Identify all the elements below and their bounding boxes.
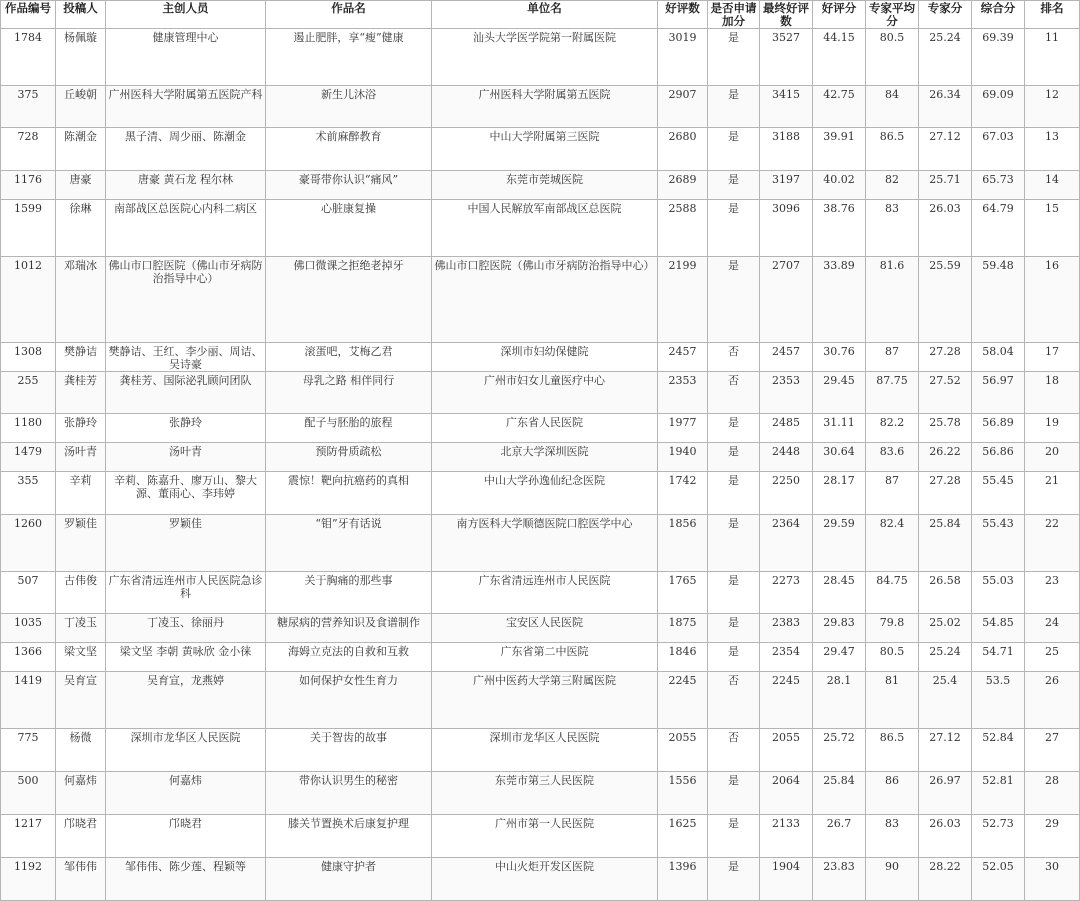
cell-submitter: 杨佩璇 bbox=[56, 29, 106, 86]
cell-rank: 23 bbox=[1025, 572, 1080, 614]
cell-rank: 27 bbox=[1025, 729, 1080, 772]
cell-organization: 北京大学深圳医院 bbox=[432, 443, 658, 472]
cell-rank: 12 bbox=[1025, 86, 1080, 128]
cell-expert-avg: 80.5 bbox=[866, 643, 919, 672]
cell-like-score: 25.84 bbox=[813, 772, 866, 815]
cell-likes: 1765 bbox=[658, 572, 708, 614]
table-row bbox=[1, 372, 1080, 414]
cell-rank: 30 bbox=[1025, 858, 1080, 901]
column-header-organization: 单位名 bbox=[432, 1, 658, 29]
cell-like-score: 30.64 bbox=[813, 443, 866, 472]
cell-likes: 1846 bbox=[658, 643, 708, 672]
cell-expert-score: 25.4 bbox=[919, 672, 972, 729]
table-row bbox=[1, 128, 1080, 171]
cell-work-title: 佛口微课之拒绝老掉牙 bbox=[266, 257, 432, 343]
cell-rank: 28 bbox=[1025, 772, 1080, 815]
cell-organization: 广东省清远连州市人民医院 bbox=[432, 572, 658, 614]
cell-creators: 丁凌玉、徐丽丹 bbox=[106, 614, 266, 643]
cell-expert-avg: 84 bbox=[866, 86, 919, 128]
cell-total-score: 56.86 bbox=[972, 443, 1025, 472]
cell-expert-score: 26.34 bbox=[919, 86, 972, 128]
cell-final-likes: 3415 bbox=[760, 86, 813, 128]
table-row bbox=[1, 572, 1080, 614]
cell-organization: 佛山市口腔医院（佛山市牙病防治指导中心） bbox=[432, 257, 658, 343]
column-header-work-id: 作品编号 bbox=[1, 1, 56, 29]
column-header-expert-avg: 专家平均分 bbox=[866, 1, 919, 29]
cell-like-score: 26.7 bbox=[813, 815, 866, 858]
cell-likes: 1940 bbox=[658, 443, 708, 472]
cell-work-title: 带你认识男生的秘密 bbox=[266, 772, 432, 815]
cell-rank: 19 bbox=[1025, 414, 1080, 443]
table-row bbox=[1, 257, 1080, 343]
cell-expert-score: 26.22 bbox=[919, 443, 972, 472]
cell-submitter: 张静玲 bbox=[56, 414, 106, 443]
cell-expert-score: 25.71 bbox=[919, 171, 972, 200]
table-row bbox=[1, 29, 1080, 86]
table-row bbox=[1, 515, 1080, 572]
cell-submitter: 梁文坚 bbox=[56, 643, 106, 672]
cell-work-id: 1260 bbox=[1, 515, 56, 572]
cell-like-score: 29.47 bbox=[813, 643, 866, 672]
table-row bbox=[1, 672, 1080, 729]
cell-like-score: 23.83 bbox=[813, 858, 866, 901]
cell-work-id: 500 bbox=[1, 772, 56, 815]
cell-creators: 吴育宣，龙燕婷 bbox=[106, 672, 266, 729]
cell-creators: 邝晓君 bbox=[106, 815, 266, 858]
cell-total-score: 58.04 bbox=[972, 343, 1025, 372]
cell-organization: 广州中医药大学第三附属医院 bbox=[432, 672, 658, 729]
cell-total-score: 52.05 bbox=[972, 858, 1025, 901]
cell-creators: 邹伟伟、陈少莲、程颖等 bbox=[106, 858, 266, 901]
cell-like-score: 25.72 bbox=[813, 729, 866, 772]
cell-expert-avg: 79.8 bbox=[866, 614, 919, 643]
cell-total-score: 64.79 bbox=[972, 200, 1025, 257]
cell-submitter: 唐豪 bbox=[56, 171, 106, 200]
cell-submitter: 杨微 bbox=[56, 729, 106, 772]
cell-creators: 樊静诘、王红、李少丽、周诘、吴诗豪 bbox=[106, 343, 266, 372]
cell-organization: 深圳市妇幼保健院 bbox=[432, 343, 658, 372]
cell-expert-avg: 83 bbox=[866, 200, 919, 257]
cell-rank: 25 bbox=[1025, 643, 1080, 672]
column-header-like-score: 好评分 bbox=[813, 1, 866, 29]
cell-final-likes: 3197 bbox=[760, 171, 813, 200]
cell-total-score: 55.03 bbox=[972, 572, 1025, 614]
cell-bonus-applied: 是 bbox=[708, 29, 760, 86]
cell-expert-score: 25.24 bbox=[919, 29, 972, 86]
cell-work-title: 豪哥带你认识“痛风” bbox=[266, 171, 432, 200]
cell-expert-score: 26.03 bbox=[919, 200, 972, 257]
table-row bbox=[1, 171, 1080, 200]
cell-bonus-applied: 是 bbox=[708, 572, 760, 614]
cell-expert-score: 25.84 bbox=[919, 515, 972, 572]
cell-final-likes: 2273 bbox=[760, 572, 813, 614]
cell-organization: 东莞市莞城医院 bbox=[432, 171, 658, 200]
cell-likes: 1556 bbox=[658, 772, 708, 815]
cell-work-id: 1366 bbox=[1, 643, 56, 672]
cell-rank: 13 bbox=[1025, 128, 1080, 171]
cell-work-id: 1176 bbox=[1, 171, 56, 200]
cell-work-id: 1217 bbox=[1, 815, 56, 858]
cell-creators: 健康管理中心 bbox=[106, 29, 266, 86]
column-header-likes: 好评数 bbox=[658, 1, 708, 29]
cell-rank: 26 bbox=[1025, 672, 1080, 729]
cell-submitter: 徐琳 bbox=[56, 200, 106, 257]
cell-bonus-applied: 否 bbox=[708, 729, 760, 772]
cell-creators: 汤叶青 bbox=[106, 443, 266, 472]
cell-expert-score: 25.02 bbox=[919, 614, 972, 643]
cell-rank: 21 bbox=[1025, 472, 1080, 515]
cell-final-likes: 2707 bbox=[760, 257, 813, 343]
cell-work-id: 1784 bbox=[1, 29, 56, 86]
cell-like-score: 28.45 bbox=[813, 572, 866, 614]
cell-creators: 龚桂芳、国际泌乳顾问团队 bbox=[106, 372, 266, 414]
table-row bbox=[1, 815, 1080, 858]
cell-likes: 1396 bbox=[658, 858, 708, 901]
cell-final-likes: 2133 bbox=[760, 815, 813, 858]
cell-work-title: 预防骨质疏松 bbox=[266, 443, 432, 472]
cell-work-title: 新生儿沐浴 bbox=[266, 86, 432, 128]
column-header-bonus-applied: 是否申请加分 bbox=[708, 1, 760, 29]
cell-bonus-applied: 是 bbox=[708, 472, 760, 515]
cell-organization: 东莞市第三人民医院 bbox=[432, 772, 658, 815]
column-header-submitter: 投稿人 bbox=[56, 1, 106, 29]
cell-like-score: 44.15 bbox=[813, 29, 866, 86]
cell-work-id: 1012 bbox=[1, 257, 56, 343]
cell-final-likes: 2448 bbox=[760, 443, 813, 472]
cell-expert-avg: 86 bbox=[866, 772, 919, 815]
cell-bonus-applied: 是 bbox=[708, 128, 760, 171]
cell-likes: 1856 bbox=[658, 515, 708, 572]
cell-submitter: 辛莉 bbox=[56, 472, 106, 515]
cell-total-score: 52.81 bbox=[972, 772, 1025, 815]
cell-total-score: 55.45 bbox=[972, 472, 1025, 515]
cell-expert-avg: 83 bbox=[866, 815, 919, 858]
cell-expert-avg: 87.75 bbox=[866, 372, 919, 414]
table-row bbox=[1, 858, 1080, 901]
cell-total-score: 59.48 bbox=[972, 257, 1025, 343]
cell-expert-score: 26.58 bbox=[919, 572, 972, 614]
cell-submitter: 龚桂芳 bbox=[56, 372, 106, 414]
cell-like-score: 39.91 bbox=[813, 128, 866, 171]
cell-expert-avg: 82 bbox=[866, 171, 919, 200]
cell-submitter: 丘峻朝 bbox=[56, 86, 106, 128]
cell-bonus-applied: 是 bbox=[708, 515, 760, 572]
cell-like-score: 33.89 bbox=[813, 257, 866, 343]
cell-organization: 广州医科大学附属第五医院 bbox=[432, 86, 658, 128]
cell-expert-score: 25.59 bbox=[919, 257, 972, 343]
cell-likes: 2457 bbox=[658, 343, 708, 372]
cell-expert-score: 27.12 bbox=[919, 729, 972, 772]
cell-bonus-applied: 否 bbox=[708, 672, 760, 729]
cell-total-score: 56.89 bbox=[972, 414, 1025, 443]
cell-organization: 南方医科大学顺德医院口腔医学中心 bbox=[432, 515, 658, 572]
cell-organization: 广州市第一人民医院 bbox=[432, 815, 658, 858]
cell-final-likes: 3527 bbox=[760, 29, 813, 86]
column-header-total-score: 综合分 bbox=[972, 1, 1025, 29]
cell-total-score: 53.5 bbox=[972, 672, 1025, 729]
cell-like-score: 28.17 bbox=[813, 472, 866, 515]
cell-work-id: 1599 bbox=[1, 200, 56, 257]
cell-like-score: 38.76 bbox=[813, 200, 866, 257]
cell-expert-avg: 87 bbox=[866, 343, 919, 372]
cell-final-likes: 1904 bbox=[760, 858, 813, 901]
cell-likes: 1625 bbox=[658, 815, 708, 858]
column-header-expert-score: 专家分 bbox=[919, 1, 972, 29]
cell-work-title: 母乳之路 相伴同行 bbox=[266, 372, 432, 414]
cell-creators: 何嘉炜 bbox=[106, 772, 266, 815]
cell-bonus-applied: 是 bbox=[708, 815, 760, 858]
cell-work-title: 心脏康复操 bbox=[266, 200, 432, 257]
cell-expert-avg: 87 bbox=[866, 472, 919, 515]
cell-expert-score: 25.24 bbox=[919, 643, 972, 672]
cell-submitter: 吴育宣 bbox=[56, 672, 106, 729]
cell-total-score: 69.09 bbox=[972, 86, 1025, 128]
cell-expert-avg: 82.2 bbox=[866, 414, 919, 443]
cell-submitter: 邹伟伟 bbox=[56, 858, 106, 901]
cell-work-title: 膝关节置换术后康复护理 bbox=[266, 815, 432, 858]
cell-work-title: 关于胸痛的那些事 bbox=[266, 572, 432, 614]
cell-submitter: 丁凌玉 bbox=[56, 614, 106, 643]
cell-likes: 2245 bbox=[658, 672, 708, 729]
cell-rank: 29 bbox=[1025, 815, 1080, 858]
cell-submitter: 罗颖佳 bbox=[56, 515, 106, 572]
cell-organization: 中山大学附属第三医院 bbox=[432, 128, 658, 171]
cell-expert-score: 28.22 bbox=[919, 858, 972, 901]
cell-rank: 22 bbox=[1025, 515, 1080, 572]
cell-rank: 18 bbox=[1025, 372, 1080, 414]
cell-work-title: 关于智齿的故事 bbox=[266, 729, 432, 772]
cell-rank: 14 bbox=[1025, 171, 1080, 200]
cell-expert-score: 27.28 bbox=[919, 472, 972, 515]
cell-submitter: 汤叶青 bbox=[56, 443, 106, 472]
column-header-final-likes: 最终好评数 bbox=[760, 1, 813, 29]
column-header-rank: 排名 bbox=[1025, 1, 1080, 29]
cell-work-id: 375 bbox=[1, 86, 56, 128]
cell-final-likes: 2457 bbox=[760, 343, 813, 372]
cell-total-score: 65.73 bbox=[972, 171, 1025, 200]
cell-work-title: 健康守护者 bbox=[266, 858, 432, 901]
cell-total-score: 55.43 bbox=[972, 515, 1025, 572]
cell-rank: 11 bbox=[1025, 29, 1080, 86]
cell-bonus-applied: 是 bbox=[708, 614, 760, 643]
cell-work-id: 255 bbox=[1, 372, 56, 414]
table-row bbox=[1, 729, 1080, 772]
cell-bonus-applied: 是 bbox=[708, 858, 760, 901]
cell-bonus-applied: 是 bbox=[708, 643, 760, 672]
cell-bonus-applied: 是 bbox=[708, 772, 760, 815]
cell-work-id: 1419 bbox=[1, 672, 56, 729]
cell-creators: 黑子清、周少丽、陈潮金 bbox=[106, 128, 266, 171]
cell-total-score: 52.84 bbox=[972, 729, 1025, 772]
cell-like-score: 29.45 bbox=[813, 372, 866, 414]
cell-likes: 1742 bbox=[658, 472, 708, 515]
cell-likes: 2199 bbox=[658, 257, 708, 343]
cell-organization: 广东省人民医院 bbox=[432, 414, 658, 443]
cell-bonus-applied: 是 bbox=[708, 414, 760, 443]
cell-likes: 3019 bbox=[658, 29, 708, 86]
cell-final-likes: 2485 bbox=[760, 414, 813, 443]
cell-expert-score: 26.97 bbox=[919, 772, 972, 815]
cell-final-likes: 2364 bbox=[760, 515, 813, 572]
cell-likes: 1875 bbox=[658, 614, 708, 643]
table-body bbox=[1, 29, 1080, 901]
cell-work-title: 遏止肥胖，享“瘦”健康 bbox=[266, 29, 432, 86]
cell-submitter: 古伟俊 bbox=[56, 572, 106, 614]
cell-final-likes: 2245 bbox=[760, 672, 813, 729]
cell-final-likes: 2064 bbox=[760, 772, 813, 815]
cell-expert-avg: 81.6 bbox=[866, 257, 919, 343]
cell-rank: 24 bbox=[1025, 614, 1080, 643]
cell-submitter: 樊静诘 bbox=[56, 343, 106, 372]
cell-total-score: 69.39 bbox=[972, 29, 1025, 86]
cell-final-likes: 3096 bbox=[760, 200, 813, 257]
cell-total-score: 67.03 bbox=[972, 128, 1025, 171]
table-row bbox=[1, 772, 1080, 815]
cell-work-title: 糖尿病的营养知识及食谱制作 bbox=[266, 614, 432, 643]
cell-like-score: 30.76 bbox=[813, 343, 866, 372]
cell-like-score: 42.75 bbox=[813, 86, 866, 128]
cell-expert-avg: 90 bbox=[866, 858, 919, 901]
cell-submitter: 邝晓君 bbox=[56, 815, 106, 858]
cell-bonus-applied: 否 bbox=[708, 343, 760, 372]
cell-total-score: 54.71 bbox=[972, 643, 1025, 672]
table-row bbox=[1, 643, 1080, 672]
cell-total-score: 52.73 bbox=[972, 815, 1025, 858]
cell-work-title: 术前麻醉教育 bbox=[266, 128, 432, 171]
cell-final-likes: 2055 bbox=[760, 729, 813, 772]
cell-final-likes: 2354 bbox=[760, 643, 813, 672]
cell-expert-score: 27.12 bbox=[919, 128, 972, 171]
cell-creators: 唐豪 黄石龙 程尔林 bbox=[106, 171, 266, 200]
cell-bonus-applied: 是 bbox=[708, 171, 760, 200]
cell-creators: 佛山市口腔医院（佛山市牙病防治指导中心） bbox=[106, 257, 266, 343]
cell-like-score: 29.59 bbox=[813, 515, 866, 572]
table-row bbox=[1, 414, 1080, 443]
cell-rank: 17 bbox=[1025, 343, 1080, 372]
cell-likes: 2055 bbox=[658, 729, 708, 772]
cell-expert-avg: 83.6 bbox=[866, 443, 919, 472]
cell-submitter: 何嘉炜 bbox=[56, 772, 106, 815]
cell-work-id: 1192 bbox=[1, 858, 56, 901]
cell-creators: 深圳市龙华区人民医院 bbox=[106, 729, 266, 772]
cell-expert-avg: 81 bbox=[866, 672, 919, 729]
cell-work-title: 如何保护女性生育力 bbox=[266, 672, 432, 729]
cell-work-id: 355 bbox=[1, 472, 56, 515]
cell-final-likes: 3188 bbox=[760, 128, 813, 171]
table-header bbox=[1, 1, 1080, 29]
cell-organization: 中山火炬开发区医院 bbox=[432, 858, 658, 901]
cell-work-id: 728 bbox=[1, 128, 56, 171]
cell-organization: 中山大学孙逸仙纪念医院 bbox=[432, 472, 658, 515]
cell-creators: 南部战区总医院心内科二病区 bbox=[106, 200, 266, 257]
cell-final-likes: 2250 bbox=[760, 472, 813, 515]
cell-final-likes: 2383 bbox=[760, 614, 813, 643]
cell-expert-score: 27.52 bbox=[919, 372, 972, 414]
cell-total-score: 54.85 bbox=[972, 614, 1025, 643]
cell-work-id: 507 bbox=[1, 572, 56, 614]
cell-like-score: 29.83 bbox=[813, 614, 866, 643]
cell-expert-avg: 86.5 bbox=[866, 128, 919, 171]
cell-rank: 16 bbox=[1025, 257, 1080, 343]
cell-organization: 宝安区人民医院 bbox=[432, 614, 658, 643]
cell-expert-avg: 80.5 bbox=[866, 29, 919, 86]
cell-bonus-applied: 是 bbox=[708, 86, 760, 128]
cell-expert-avg: 86.5 bbox=[866, 729, 919, 772]
cell-like-score: 28.1 bbox=[813, 672, 866, 729]
cell-likes: 2680 bbox=[658, 128, 708, 171]
cell-organization: 深圳市龙华区人民医院 bbox=[432, 729, 658, 772]
cell-bonus-applied: 是 bbox=[708, 443, 760, 472]
cell-like-score: 40.02 bbox=[813, 171, 866, 200]
cell-submitter: 邓瑞冰 bbox=[56, 257, 106, 343]
cell-creators: 辛莉、陈嘉升、廖万山、黎大源、董雨心、李玮婷 bbox=[106, 472, 266, 515]
cell-bonus-applied: 否 bbox=[708, 372, 760, 414]
table-row bbox=[1, 472, 1080, 515]
cell-submitter: 陈潮金 bbox=[56, 128, 106, 171]
cell-work-id: 1479 bbox=[1, 443, 56, 472]
cell-expert-avg: 82.4 bbox=[866, 515, 919, 572]
cell-likes: 2353 bbox=[658, 372, 708, 414]
table-row bbox=[1, 86, 1080, 128]
cell-work-id: 775 bbox=[1, 729, 56, 772]
cell-like-score: 31.11 bbox=[813, 414, 866, 443]
cell-rank: 15 bbox=[1025, 200, 1080, 257]
cell-work-title: 滚蛋吧，艾梅乙君 bbox=[266, 343, 432, 372]
cell-likes: 2907 bbox=[658, 86, 708, 128]
cell-rank: 20 bbox=[1025, 443, 1080, 472]
cell-work-title: 配子与胚胎的旅程 bbox=[266, 414, 432, 443]
cell-work-title: “钼”牙有话说 bbox=[266, 515, 432, 572]
cell-creators: 梁文坚 李朝 黄咏欣 金小徕 bbox=[106, 643, 266, 672]
cell-organization: 汕头大学医学院第一附属医院 bbox=[432, 29, 658, 86]
header-row bbox=[1, 1, 1080, 29]
cell-expert-avg: 84.75 bbox=[866, 572, 919, 614]
column-header-creators: 主创人员 bbox=[106, 1, 266, 29]
cell-final-likes: 2353 bbox=[760, 372, 813, 414]
cell-organization: 广东省第二中医院 bbox=[432, 643, 658, 672]
cell-bonus-applied: 是 bbox=[708, 200, 760, 257]
cell-expert-score: 25.78 bbox=[919, 414, 972, 443]
table-row bbox=[1, 443, 1080, 472]
table-row bbox=[1, 200, 1080, 257]
cell-total-score: 56.97 bbox=[972, 372, 1025, 414]
cell-bonus-applied: 是 bbox=[708, 257, 760, 343]
cell-organization: 广州市妇女儿童医疗中心 bbox=[432, 372, 658, 414]
cell-work-title: 海姆立克法的自救和互救 bbox=[266, 643, 432, 672]
table-row bbox=[1, 343, 1080, 372]
cell-creators: 罗颖佳 bbox=[106, 515, 266, 572]
cell-organization: 中国人民解放军南部战区总医院 bbox=[432, 200, 658, 257]
cell-likes: 1977 bbox=[658, 414, 708, 443]
cell-work-id: 1180 bbox=[1, 414, 56, 443]
table-row bbox=[1, 614, 1080, 643]
cell-expert-score: 27.28 bbox=[919, 343, 972, 372]
cell-creators: 广东省清远连州市人民医院急诊科 bbox=[106, 572, 266, 614]
cell-work-id: 1308 bbox=[1, 343, 56, 372]
cell-work-title: 震惊！靶向抗癌药的真相 bbox=[266, 472, 432, 515]
cell-creators: 张静玲 bbox=[106, 414, 266, 443]
column-header-work-title: 作品名 bbox=[266, 1, 432, 29]
cell-work-id: 1035 bbox=[1, 614, 56, 643]
cell-expert-score: 26.03 bbox=[919, 815, 972, 858]
cell-likes: 2588 bbox=[658, 200, 708, 257]
cell-creators: 广州医科大学附属第五医院产科 bbox=[106, 86, 266, 128]
cell-likes: 2689 bbox=[658, 171, 708, 200]
